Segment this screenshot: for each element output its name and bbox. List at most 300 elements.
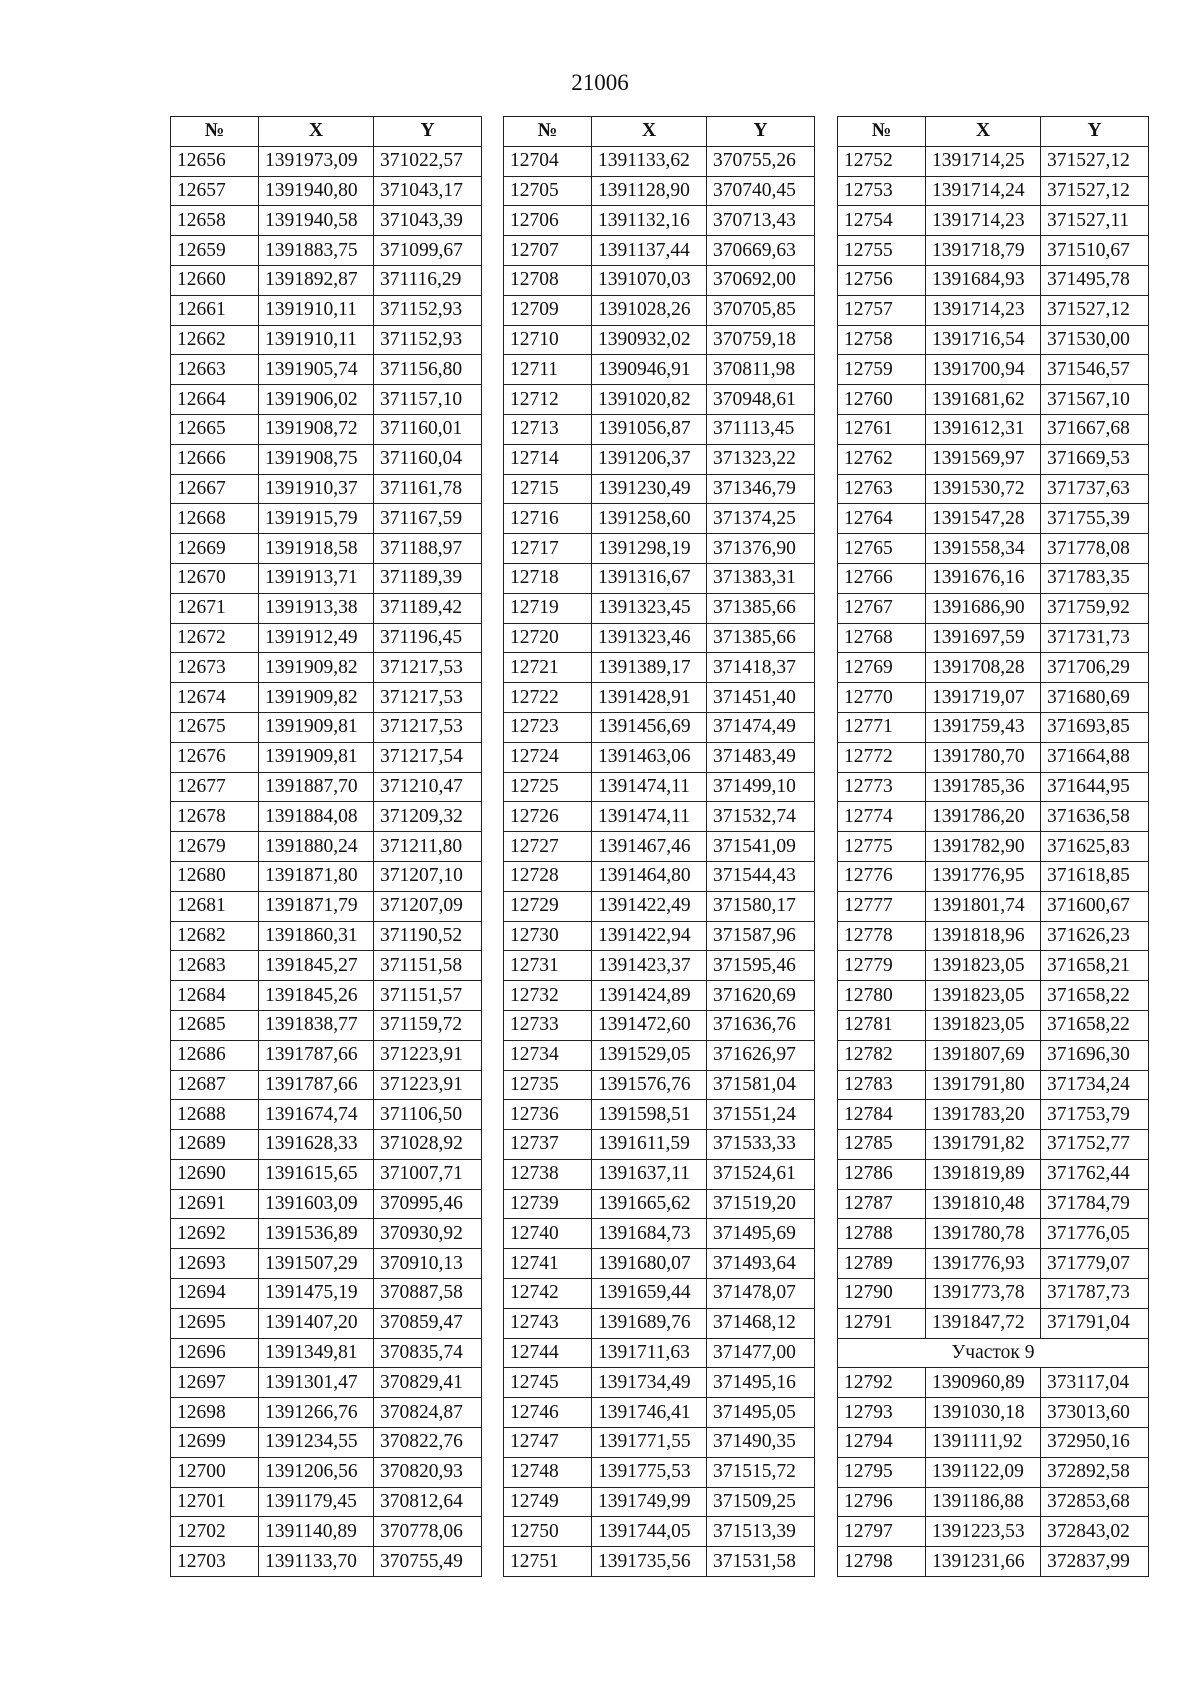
cell-y: 371546,57 [1041,355,1149,385]
table-row [171,414,482,444]
cell-num: 12660 [171,265,259,295]
section-label: Участок 9 [838,1338,1149,1368]
table-row [171,1338,482,1368]
table-row [838,832,1149,862]
cell-x: 1391973,09 [259,146,374,176]
table-row [838,1457,1149,1487]
table-row [838,981,1149,1011]
cell-x: 1391507,29 [259,1249,374,1279]
cell-x: 1391467,46 [592,832,707,862]
table-row [171,1159,482,1189]
table-row [504,1159,815,1189]
cell-x: 1391783,20 [926,1100,1041,1130]
cell-x: 1391780,78 [926,1219,1041,1249]
cell-num: 12656 [171,146,259,176]
cell-num: 12659 [171,236,259,266]
cell-y: 371207,09 [374,891,482,921]
table-row [171,921,482,951]
cell-x: 1391892,87 [259,265,374,295]
cell-y: 371189,39 [374,563,482,593]
cell-num: 12715 [504,474,592,504]
cell-num: 12724 [504,742,592,772]
cell-x: 1391719,07 [926,683,1041,713]
cell-num: 12669 [171,534,259,564]
table-row [838,1219,1149,1249]
cell-y: 370713,43 [707,206,815,236]
cell-num: 12727 [504,832,592,862]
cell-num: 12778 [838,921,926,951]
table-row [171,1070,482,1100]
cell-num: 12747 [504,1428,592,1458]
table-row [171,206,482,236]
cell-num: 12773 [838,772,926,802]
cell-num: 12710 [504,325,592,355]
cell-x: 1391744,05 [592,1517,707,1547]
table-row [171,802,482,832]
cell-y: 371532,74 [707,802,815,832]
cell-y: 371706,29 [1041,653,1149,683]
cell-y: 372843,02 [1041,1517,1149,1547]
cell-x: 1391714,24 [926,176,1041,206]
table-row [838,1398,1149,1428]
cell-num: 12772 [838,742,926,772]
cell-y: 370811,98 [707,355,815,385]
table-row [838,683,1149,713]
cell-x: 1391860,31 [259,921,374,951]
cell-x: 1391128,90 [592,176,707,206]
cell-y: 371783,35 [1041,563,1149,593]
table-row [504,623,815,653]
table-row [504,1279,815,1309]
cell-num: 12684 [171,981,259,1011]
cell-y: 371451,40 [707,683,815,713]
cell-y: 371210,47 [374,772,482,802]
cell-y: 371385,66 [707,593,815,623]
table-row [171,891,482,921]
cell-num: 12679 [171,832,259,862]
cell-num: 12768 [838,623,926,653]
cell-num: 12693 [171,1249,259,1279]
cell-y: 371513,39 [707,1517,815,1547]
cell-num: 12708 [504,265,592,295]
cell-num: 12676 [171,742,259,772]
table-row [504,474,815,504]
cell-num: 12745 [504,1368,592,1398]
cell-y: 371664,88 [1041,742,1149,772]
cell-num: 12692 [171,1219,259,1249]
cell-x: 1391122,09 [926,1457,1041,1487]
table-row [504,891,815,921]
cell-x: 1391133,70 [259,1547,374,1577]
cell-num: 12682 [171,921,259,951]
cell-y: 371495,16 [707,1368,815,1398]
cell-y: 371007,71 [374,1159,482,1189]
table-row [171,712,482,742]
cell-num: 12698 [171,1398,259,1428]
header-y: Y [1041,117,1149,147]
cell-num: 12746 [504,1398,592,1428]
table-row [838,1547,1149,1577]
cell-num: 12782 [838,1040,926,1070]
table-row [504,355,815,385]
cell-x: 1391316,67 [592,563,707,593]
cell-x: 1391206,37 [592,444,707,474]
cell-y: 371418,37 [707,653,815,683]
cell-num: 12795 [838,1457,926,1487]
cell-y: 371544,43 [707,861,815,891]
table-row [838,1159,1149,1189]
cell-y: 371374,25 [707,504,815,534]
table-row [504,265,815,295]
cell-x: 1391536,89 [259,1219,374,1249]
header-x: X [592,117,707,147]
cell-num: 12705 [504,176,592,206]
cell-y: 372892,58 [1041,1457,1149,1487]
cell-x: 1391909,82 [259,653,374,683]
cell-num: 12764 [838,504,926,534]
cell-num: 12709 [504,295,592,325]
table-row [171,832,482,862]
cell-x: 1391428,91 [592,683,707,713]
cell-y: 371151,58 [374,951,482,981]
table-row [838,1189,1149,1219]
cell-num: 12702 [171,1517,259,1547]
cell-x: 1391266,76 [259,1398,374,1428]
cell-num: 12775 [838,832,926,862]
table-row [171,1249,482,1279]
cell-x: 1391786,20 [926,802,1041,832]
cell-y: 370755,26 [707,146,815,176]
cell-y: 373117,04 [1041,1368,1149,1398]
cell-x: 1391665,62 [592,1189,707,1219]
cell-num: 12742 [504,1279,592,1309]
cell-num: 12664 [171,385,259,415]
table-row [504,146,815,176]
cell-num: 12777 [838,891,926,921]
cell-y: 370910,13 [374,1249,482,1279]
table-row [838,236,1149,266]
cell-x: 1391615,65 [259,1159,374,1189]
table-row [838,1428,1149,1458]
cell-y: 370930,92 [374,1219,482,1249]
table-header-row [171,117,482,147]
cell-num: 12720 [504,623,592,653]
cell-num: 12703 [171,1547,259,1577]
cell-num: 12763 [838,474,926,504]
cell-num: 12741 [504,1249,592,1279]
cell-y: 370829,41 [374,1368,482,1398]
cell-y: 371167,59 [374,504,482,534]
cell-y: 370824,87 [374,1398,482,1428]
cell-num: 12665 [171,414,259,444]
cell-y: 371159,72 [374,1010,482,1040]
cell-x: 1391791,80 [926,1070,1041,1100]
cell-y: 371626,97 [707,1040,815,1070]
cell-y: 371779,07 [1041,1249,1149,1279]
cell-x: 1391637,11 [592,1159,707,1189]
cell-y: 371022,57 [374,146,482,176]
cell-y: 370778,06 [374,1517,482,1547]
cell-y: 371587,96 [707,921,815,951]
cell-y: 370822,76 [374,1428,482,1458]
cell-num: 12774 [838,802,926,832]
header-x: X [259,117,374,147]
cell-x: 1391909,81 [259,712,374,742]
cell-y: 371161,78 [374,474,482,504]
cell-x: 1391759,43 [926,712,1041,742]
cell-y: 371217,53 [374,683,482,713]
cell-num: 12751 [504,1547,592,1577]
cell-num: 12761 [838,414,926,444]
cell-y: 371495,05 [707,1398,815,1428]
cell-x: 1391823,05 [926,981,1041,1011]
table-row [171,1279,482,1309]
cell-num: 12789 [838,1249,926,1279]
cell-num: 12714 [504,444,592,474]
cell-x: 1391206,56 [259,1457,374,1487]
table-row [504,832,815,862]
cell-num: 12739 [504,1189,592,1219]
table-row [171,653,482,683]
table-row [504,683,815,713]
cell-y: 371658,22 [1041,981,1149,1011]
cell-num: 12731 [504,951,592,981]
table-row [838,444,1149,474]
table-row [171,951,482,981]
cell-y: 371493,64 [707,1249,815,1279]
cell-num: 12785 [838,1130,926,1160]
cell-y: 371600,67 [1041,891,1149,921]
table-row [504,206,815,236]
cell-y: 370692,00 [707,265,815,295]
cell-x: 1391940,58 [259,206,374,236]
cell-x: 1391323,45 [592,593,707,623]
cell-x: 1391612,31 [926,414,1041,444]
page-number: 21006 [571,70,629,95]
table-row [504,236,815,266]
cell-x: 1391070,03 [592,265,707,295]
table-row [171,623,482,653]
cell-y: 371753,79 [1041,1100,1149,1130]
cell-x: 1391912,49 [259,623,374,653]
table-row [504,1100,815,1130]
cell-num: 12793 [838,1398,926,1428]
table-row [838,176,1149,206]
cell-x: 1391020,82 [592,385,707,415]
coordinates-table-3 [837,116,1149,1577]
cell-y: 371531,58 [707,1547,815,1577]
cell-num: 12667 [171,474,259,504]
cell-num: 12767 [838,593,926,623]
cell-x: 1391716,54 [926,325,1041,355]
table-row [838,1040,1149,1070]
cell-y: 371737,63 [1041,474,1149,504]
table-row [838,414,1149,444]
cell-num: 12728 [504,861,592,891]
cell-x: 1391845,27 [259,951,374,981]
table-row [838,772,1149,802]
cell-y: 371530,00 [1041,325,1149,355]
cell-num: 12748 [504,1457,592,1487]
table-row [838,593,1149,623]
cell-num: 12765 [838,534,926,564]
cell-y: 371043,17 [374,176,482,206]
cell-x: 1391424,89 [592,981,707,1011]
cell-y: 371755,39 [1041,504,1149,534]
cell-num: 12733 [504,1010,592,1040]
table-row [504,1010,815,1040]
cell-x: 1391258,60 [592,504,707,534]
cell-x: 1391909,81 [259,742,374,772]
cell-x: 1391558,34 [926,534,1041,564]
table-row [504,1338,815,1368]
cell-x: 1391223,53 [926,1517,1041,1547]
cell-y: 371527,12 [1041,146,1149,176]
table-row [838,1130,1149,1160]
cell-num: 12738 [504,1159,592,1189]
cell-y: 371217,53 [374,712,482,742]
cell-x: 1391407,20 [259,1308,374,1338]
cell-y: 370948,61 [707,385,815,415]
table-row [171,176,482,206]
cell-y: 371595,46 [707,951,815,981]
cell-y: 371626,23 [1041,921,1149,951]
cell-x: 1391301,47 [259,1368,374,1398]
cell-y: 371567,10 [1041,385,1149,415]
cell-x: 1391323,46 [592,623,707,653]
table-row [171,1040,482,1070]
cell-num: 12794 [838,1428,926,1458]
cell-num: 12754 [838,206,926,236]
cell-num: 12758 [838,325,926,355]
cell-x: 1391871,79 [259,891,374,921]
cell-num: 12686 [171,1040,259,1070]
table-row [838,146,1149,176]
cell-x: 1391940,80 [259,176,374,206]
table-row [838,802,1149,832]
cell-y: 371533,33 [707,1130,815,1160]
table-row [504,653,815,683]
cell-y: 371207,10 [374,861,482,891]
cell-num: 12757 [838,295,926,325]
cell-x: 1391603,09 [259,1189,374,1219]
cell-num: 12730 [504,921,592,951]
table-row [838,563,1149,593]
table-row [171,385,482,415]
cell-x: 1391547,28 [926,504,1041,534]
cell-y: 371625,83 [1041,832,1149,862]
cell-num: 12781 [838,1010,926,1040]
cell-num: 12788 [838,1219,926,1249]
cell-x: 1391576,76 [592,1070,707,1100]
cell-y: 371658,21 [1041,951,1149,981]
cell-num: 12668 [171,504,259,534]
cell-x: 1391909,82 [259,683,374,713]
cell-x: 1391880,24 [259,832,374,862]
cell-num: 12674 [171,683,259,713]
cell-y: 371346,79 [707,474,815,504]
cell-y: 371618,85 [1041,861,1149,891]
table-row [838,1517,1149,1547]
cell-y: 371731,73 [1041,623,1149,653]
cell-x: 1391905,74 [259,355,374,385]
table-header-row [504,117,815,147]
table-row [838,1279,1149,1309]
cell-num: 12771 [838,712,926,742]
cell-x: 1391819,89 [926,1159,1041,1189]
table-row [838,623,1149,653]
cell-x: 1391714,23 [926,206,1041,236]
cell-x: 1391780,70 [926,742,1041,772]
cell-y: 371385,66 [707,623,815,653]
cell-y: 371778,08 [1041,534,1149,564]
cell-x: 1391475,19 [259,1279,374,1309]
cell-x: 1391030,18 [926,1398,1041,1428]
cell-num: 12734 [504,1040,592,1070]
cell-x: 1391908,72 [259,414,374,444]
table-row [838,1100,1149,1130]
cell-num: 12722 [504,683,592,713]
cell-x: 1391686,90 [926,593,1041,623]
table-row [171,474,482,504]
table-row [838,891,1149,921]
cell-num: 12776 [838,861,926,891]
cell-y: 371483,49 [707,742,815,772]
cell-x: 1391734,49 [592,1368,707,1398]
cell-y: 371468,12 [707,1308,815,1338]
cell-x: 1391674,74 [259,1100,374,1130]
cell-y: 371209,32 [374,802,482,832]
cell-x: 1391056,87 [592,414,707,444]
cell-y: 371667,68 [1041,414,1149,444]
cell-x: 1391776,95 [926,861,1041,891]
cell-y: 371196,45 [374,623,482,653]
table-row [171,1398,482,1428]
cell-x: 1391810,48 [926,1189,1041,1219]
table-row [504,1070,815,1100]
cell-x: 1391529,05 [592,1040,707,1070]
cell-num: 12779 [838,951,926,981]
cell-x: 1391179,45 [259,1487,374,1517]
cell-x: 1391918,58 [259,534,374,564]
table-row [838,206,1149,236]
cell-y: 371644,95 [1041,772,1149,802]
cell-y: 371043,39 [374,206,482,236]
cell-x: 1391684,73 [592,1219,707,1249]
cell-x: 1391776,93 [926,1249,1041,1279]
table-row [504,504,815,534]
cell-x: 1391771,55 [592,1428,707,1458]
cell-y: 371099,67 [374,236,482,266]
cell-x: 1391133,62 [592,146,707,176]
table-row [504,1517,815,1547]
table-row [838,474,1149,504]
cell-y: 371474,49 [707,712,815,742]
cell-y: 372950,16 [1041,1428,1149,1458]
table-row [504,742,815,772]
cell-num: 12704 [504,146,592,176]
table-row [504,385,815,415]
cell-num: 12726 [504,802,592,832]
cell-y: 371190,52 [374,921,482,951]
cell-num: 12755 [838,236,926,266]
cell-y: 371499,10 [707,772,815,802]
table-row [171,1457,482,1487]
cell-num: 12662 [171,325,259,355]
cell-num: 12759 [838,355,926,385]
cell-x: 1391910,11 [259,295,374,325]
cell-num: 12687 [171,1070,259,1100]
